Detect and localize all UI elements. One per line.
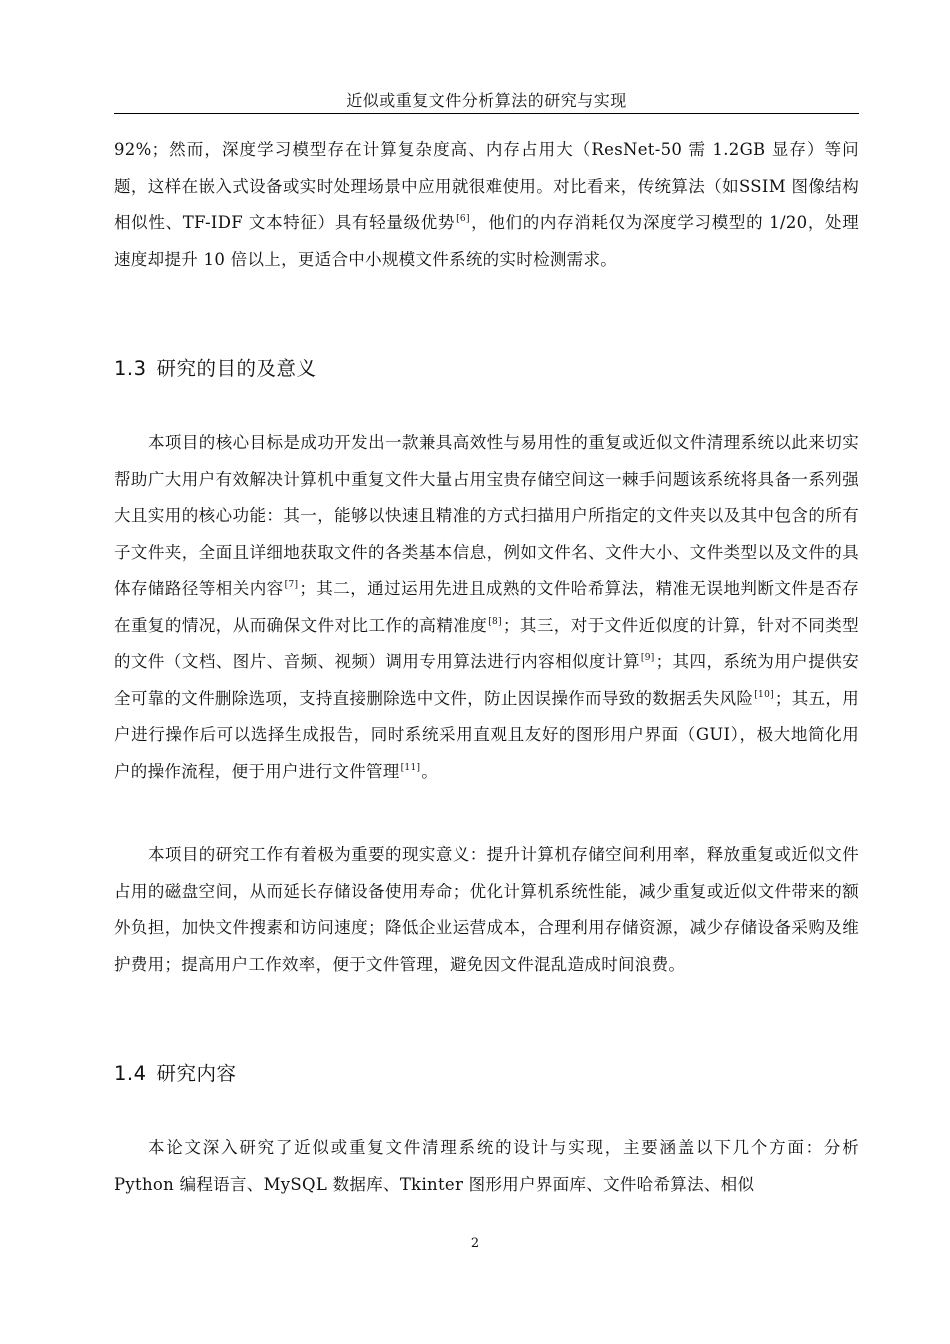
paragraph-objectives [114, 425, 859, 790]
section-title: 研究内容 [156, 1062, 237, 1085]
paragraph-text: ；其二，通过运用先进且成熟的文件哈希算法，精准无误地判断文件是否存在重复的情况，从而确保文件对比工作的高精准度 [114, 579, 859, 635]
section-title: 研究的目的及意义 [156, 357, 317, 380]
citation-9[interactable]: [9] [640, 653, 655, 663]
paragraph-text: ；其五，用户进行操作后可以选择生成报告，同时系统采用直观且友好的图形用户界面（GUI），极大地简化用户的操作流程，便于用户进行文件管理 [114, 688, 860, 781]
citation-6[interactable]: [6] [456, 214, 470, 224]
paragraph-research-content: 本论文深入研究了近似或重复文件清理系统的设计与实现，主要涵盖以下几个方面：分析 Python 编程语言、MySQL 数据库、Tkinter 图形用户界面库、文件哈希算法、相似 [114, 1138, 859, 1194]
section-number: 1.4 [114, 1062, 147, 1085]
citation-8[interactable]: [8] [488, 616, 502, 627]
header-divider [114, 113, 859, 114]
paragraph-text: 92%；然而，深度学习模型存在计算复杂度高、内存占用大（ResNet-50 需 1.2GB 显存）等问题，这样在嵌入式设备或实时处理场景中应用就很难使用。对比看来，传统算法（如SSIM 图像结构相似性、TF-IDF 文本特征）具有轻量级优势 [114, 140, 859, 232]
paragraph-text: 本项目的核心目标是成功开发出一款兼具高效性与易用性的重复或近似文件清理系统以此来切实帮助广大用户有效解决计算机中重复文件大量占用宝贵存储空间这一棘手问题该系统将具备一系列强大且实用的核心功能：其一，能够以快速且精准的方式扫描用户所指定的文件夹以及其中包含的所有子文件夹，全面且详细地获取文件的各类基本信息，例如文件名、文件大小、文件类型以及文件的具体存储路径等相关内容 [114, 433, 859, 598]
section-heading-1-4 [114, 1061, 237, 1087]
citation-7[interactable]: [7] [284, 580, 299, 590]
section-number: 1.3 [114, 357, 147, 380]
paragraph-significance: 本项目的研究工作有着极为重要的现实意义：提升计算机存储空间利用率，释放重复或近似文件占用的磁盘空间，从而延长存储设备使用寿命；优化计算机系统性能，减少重复或近似文件带来的额外负担，加快文件搜素和访问速度；降低企业运营成本，合理利用存储资源，减少存储设备采购及维护费用；提高用户工作效率，便于文件管理，避免因文件混乱造成时间浪费。 [114, 845, 859, 974]
paragraph-text: ；其四，系统为用户提供安全可靠的文件删除选项，支持直接删除选中文件，防止因误操作而导致的数据丢失风险 [114, 652, 859, 708]
citation-10[interactable]: [10] [754, 689, 774, 700]
paragraph-intro-continuation [114, 132, 859, 278]
citation-11[interactable]: [11] [400, 762, 421, 773]
running-header: 近似或重复文件分析算法的研究与实现 [346, 91, 627, 110]
page-number: 2 [470, 1236, 480, 1251]
section-heading-1-3 [114, 356, 317, 382]
paragraph-text: ，他们的内存消耗仅为深度学习模型的 1/20，处理速度却提升 10 倍以上，更适合中小规模文件系统的实时检测需求。 [114, 213, 859, 269]
paragraph-text: ；其三，对于文件近似度的计算，针对不同类型的文件（文档、图片、音频、视频）调用专用算法进行内容相似度计算 [114, 615, 859, 671]
paragraph-text: 。 [421, 761, 439, 781]
